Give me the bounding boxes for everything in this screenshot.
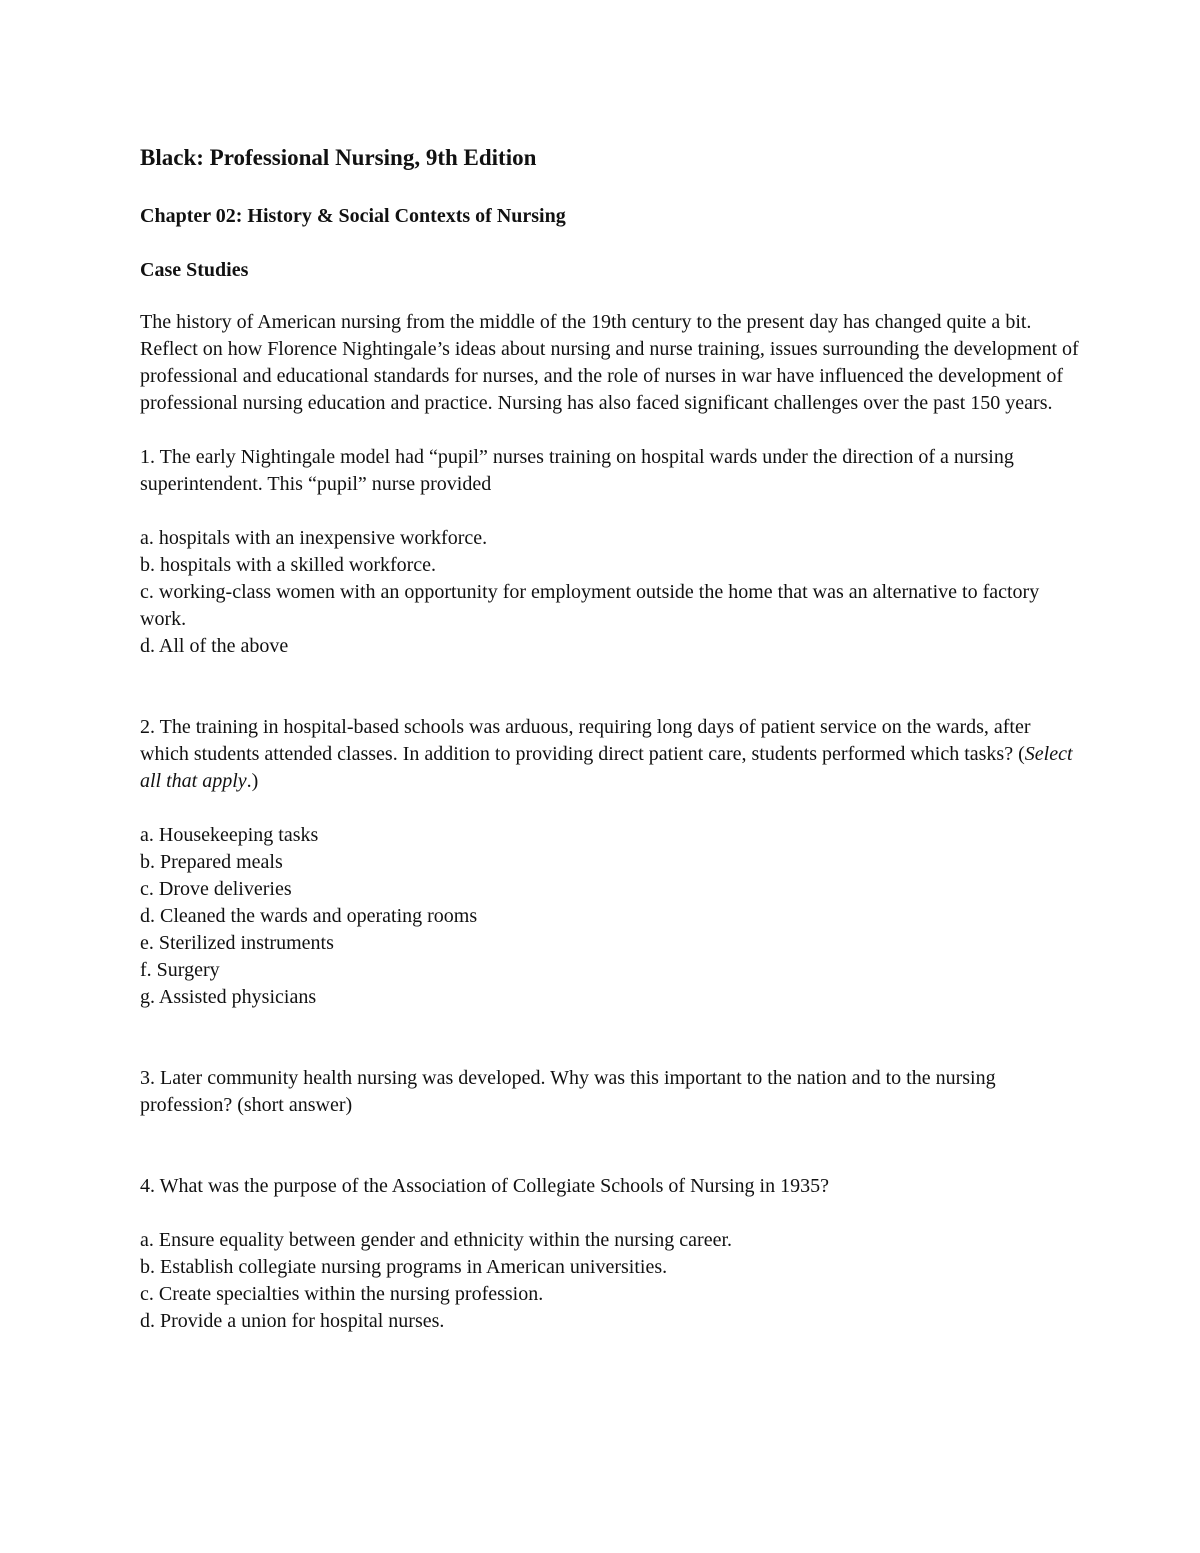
question-2-text: 2. The training in hospital-based schools was arduous, requiring long days of patient service on the wards, after which students attended classes. In addition to providing direct patient care, students performed which tasks? ( bbox=[140, 716, 1031, 765]
document-title: Black: Professional Nursing, 9th Edition bbox=[140, 145, 537, 170]
question-2-options bbox=[140, 822, 1080, 1011]
option-2e: e. Sterilized instruments bbox=[140, 932, 334, 954]
option-4d: d. Provide a union for hospital nurses. bbox=[140, 1310, 445, 1332]
question-1-options bbox=[140, 525, 1080, 660]
question-2-text-end: .) bbox=[246, 770, 259, 792]
option-1a: a. hospitals with an inexpensive workforce. bbox=[140, 527, 488, 549]
option-2c: c. Drove deliveries bbox=[140, 878, 292, 900]
intro-paragraph: The history of American nursing from the middle of the 19th century to the present day has changed quite a bit. Reflect on how Florence Nightingale’s ideas about nursing and nurse training, issues surrounding the development of professional and educational standards for nurses, and the role of nurses in war have influenced the development of professional nursing education and practice. Nursing has also faced significant challenges over the past 150 years. bbox=[140, 311, 1079, 414]
option-2b: b. Prepared meals bbox=[140, 851, 283, 873]
question-2 bbox=[140, 714, 1080, 795]
question-4: 4. What was the purpose of the Association of Collegiate Schools of Nursing in 1935? bbox=[140, 1175, 829, 1197]
document-page bbox=[140, 143, 1080, 1335]
option-1d: d. All of the above bbox=[140, 635, 289, 657]
question-3: 3. Later community health nursing was developed. Why was this important to the nation and to the nursing profession? (short answer) bbox=[140, 1067, 996, 1116]
option-1b: b. hospitals with a skilled workforce. bbox=[140, 554, 437, 576]
option-2a: a. Housekeeping tasks bbox=[140, 824, 319, 846]
option-2g: g. Assisted physicians bbox=[140, 986, 317, 1008]
chapter-heading: Chapter 02: History & Social Contexts of Nursing bbox=[140, 205, 566, 227]
option-4c: c. Create specialties within the nursing profession. bbox=[140, 1283, 544, 1305]
question-2-emphasis: Select all that apply bbox=[140, 743, 1073, 792]
option-4a: a. Ensure equality between gender and ethnicity within the nursing career. bbox=[140, 1229, 733, 1251]
option-4b: b. Establish collegiate nursing programs in American universities. bbox=[140, 1256, 668, 1278]
option-2f: f. Surgery bbox=[140, 959, 220, 981]
question-1: 1. The early Nightingale model had “pupil” nurses training on hospital wards under the direction of a nursing superintendent. This “pupil” nurse provided bbox=[140, 446, 1014, 495]
spacer bbox=[140, 1119, 1080, 1173]
question-4-options bbox=[140, 1227, 1080, 1335]
option-2d: d. Cleaned the wards and operating rooms bbox=[140, 905, 478, 927]
option-1c: c. working-class women with an opportunity for employment outside the home that was an alternative to factory work. bbox=[140, 581, 1040, 630]
spacer bbox=[140, 660, 1080, 714]
section-heading: Case Studies bbox=[140, 259, 249, 281]
spacer bbox=[140, 1011, 1080, 1065]
